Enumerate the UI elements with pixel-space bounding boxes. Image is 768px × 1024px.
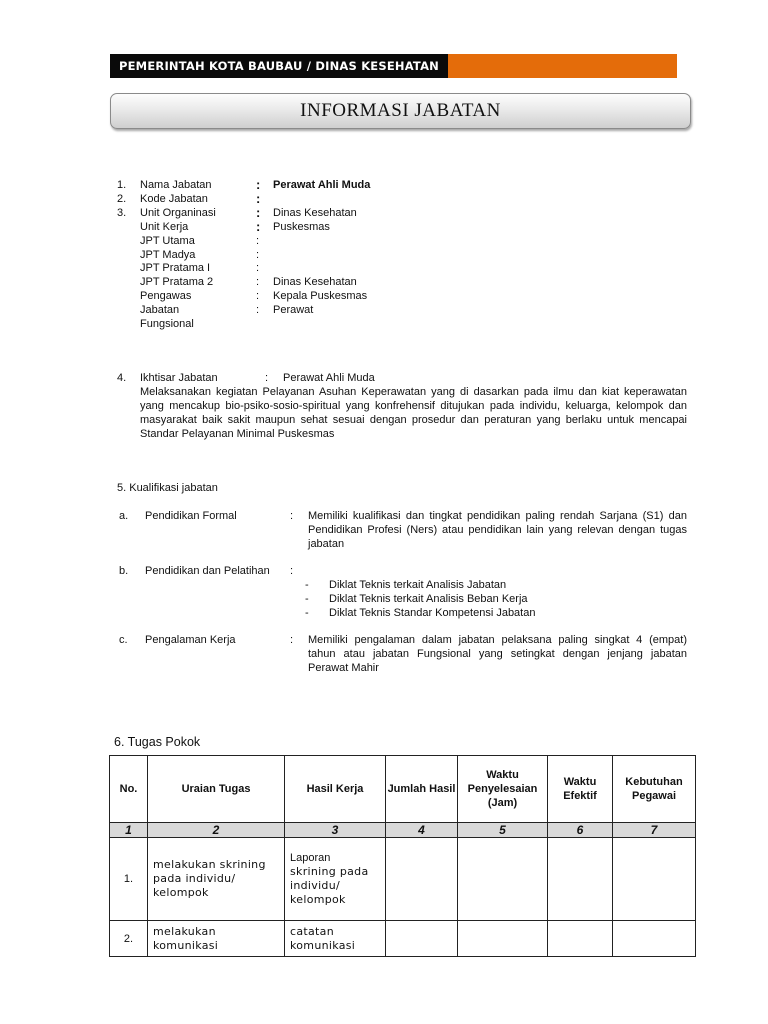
- identity-label: Pengawas: [140, 290, 192, 303]
- column-number: 4: [386, 823, 458, 838]
- identity-label: JPT Pratama I: [140, 262, 211, 275]
- identity-value: Perawat Ahli Muda: [273, 179, 371, 191]
- identity-value: Dinas Kesehatan: [273, 276, 357, 289]
- empty-cell: [386, 838, 458, 921]
- identity-colon: :: [256, 262, 260, 275]
- ikhtisar-value: Perawat Ahli Muda: [283, 372, 375, 384]
- ikhtisar-label: Ikhtisar Jabatan: [140, 372, 218, 384]
- identity-label: JPT Utama: [140, 234, 195, 247]
- column-header: Jumlah Hasil: [386, 756, 458, 823]
- identity-value: Perawat: [273, 304, 314, 317]
- column-header: Hasil Kerja: [285, 756, 386, 823]
- table-header-row: [110, 756, 696, 823]
- identity-label: JPT Pratama 2: [140, 276, 214, 289]
- hasil-cell: [285, 921, 386, 957]
- kualifikasi-a-label: Pendidikan Formal: [145, 510, 237, 522]
- empty-cell: [458, 838, 548, 921]
- identity-colon: :: [256, 204, 261, 220]
- empty-cell: [613, 838, 696, 921]
- identity-colon: :: [256, 218, 261, 234]
- identity-colon: :: [256, 234, 260, 247]
- column-number: 7: [613, 823, 696, 838]
- uraian-text: melakukan komunikasi: [153, 924, 219, 952]
- column-number: 5: [458, 823, 548, 838]
- identity-label: JPT Madya: [140, 248, 196, 261]
- kualifikasi-b-label: Pendidikan dan Pelatihan: [145, 565, 270, 577]
- identity-colon: :: [256, 276, 260, 289]
- uraian-text: melakukan skrining pada individu/ kelompok: [153, 858, 266, 899]
- identity-colon: :: [256, 290, 260, 303]
- identity-number: 1.: [117, 179, 127, 191]
- identity-label: Nama Jabatan: [140, 179, 212, 191]
- column-number: 3: [285, 823, 386, 838]
- kualifikasi-heading: 5. Kualifikasi jabatan: [117, 482, 218, 494]
- empty-cell: [613, 921, 696, 957]
- row-number: 2.: [110, 921, 148, 957]
- kualifikasi-a-text: Memiliki kualifikasi dan tingkat pendidikan paling rendah Sarjana (S1) dan Pendidikan Profesi (Ners) atau pendidikan lain yang relevan dengan tugas jabatan: [308, 510, 687, 550]
- identity-value: Kepala Puskesmas: [273, 290, 368, 303]
- identity-label: Kode Jabatan: [140, 192, 208, 205]
- row-number: 1.: [110, 838, 148, 921]
- header-accent: [448, 54, 677, 78]
- hasil-text: skrining pada individu/ kelompok: [290, 865, 369, 906]
- identity-label: Unit Organinasi: [140, 206, 216, 219]
- bullet-dash: -: [305, 579, 309, 591]
- column-number: 1: [110, 823, 148, 838]
- empty-cell: [386, 921, 458, 957]
- header-bar: [110, 54, 677, 78]
- empty-cell: [458, 921, 548, 957]
- kualifikasi-c-colon: :: [290, 634, 294, 646]
- identity-number: 2.: [117, 192, 127, 205]
- kualifikasi-c-label: Pengalaman Kerja: [145, 634, 236, 646]
- hasil-pre-text: Laporan: [290, 852, 331, 864]
- identity-label: Unit Kerja: [140, 220, 189, 233]
- kualifikasi-b-letter: b.: [119, 565, 129, 577]
- identity-value: Dinas Kesehatan: [273, 206, 357, 219]
- empty-cell: [548, 838, 613, 921]
- identity-label: Jabatan: [140, 304, 180, 317]
- column-header: Waktu Efektif: [548, 756, 613, 823]
- identity-colon: :: [256, 304, 260, 317]
- kualifikasi-a-colon: :: [290, 510, 294, 522]
- table-row: [110, 838, 696, 921]
- ikhtisar-text: Melaksanakan kegiatan Pelayanan Asuhan Keperawatan yang di dasarkan pada ilmu dan kiat keperawatan yang mencakup bio-psiko-sosio-spiritual yang konfrehensif ditujukan pada individu, keluarga, kelompok dan masyarakat baik sakit maupun sehat sesuai dengan prosedur dan peraturan yang berlaku untuk mencapai Standar Pelayanan Minimal Puskesmas: [140, 386, 687, 440]
- header-org: PEMERINTAH KOTA BAUBAU / DINAS KESEHATAN: [110, 54, 448, 78]
- column-number-row: [110, 823, 696, 838]
- bullet-item: Diklat Teknis Standar Kompetensi Jabatan: [329, 607, 536, 619]
- tugas-heading: 6. Tugas Pokok: [114, 735, 201, 749]
- identity-colon: :: [256, 177, 261, 192]
- ikhtisar-number: 4.: [117, 372, 127, 384]
- kualifikasi-c-letter: c.: [119, 634, 128, 646]
- uraian-cell: [148, 921, 285, 957]
- empty-cell: [548, 921, 613, 957]
- column-header: Uraian Tugas: [148, 756, 285, 823]
- identity-colon: :: [256, 190, 261, 206]
- hasil-cell: [285, 838, 386, 921]
- ikhtisar-colon: :: [265, 372, 269, 384]
- column-number: 2: [148, 823, 285, 838]
- hasil-text: catatan komunikasi: [290, 924, 356, 952]
- column-header: No.: [110, 756, 148, 823]
- uraian-cell: [148, 838, 285, 921]
- kualifikasi-a-letter: a.: [119, 510, 129, 522]
- bullet-item: Diklat Teknis terkait Analisis Beban Kerja: [329, 593, 528, 605]
- kualifikasi-b-colon: :: [290, 565, 294, 577]
- identity-label: Fungsional: [140, 318, 194, 330]
- column-number: 6: [548, 823, 613, 838]
- column-header: Kebutuhan Pegawai: [613, 756, 696, 823]
- bullet-item: Diklat Teknis terkait Analisis Jabatan: [329, 579, 507, 591]
- kualifikasi-c-text: Memiliki pengalaman dalam jabatan pelaksana paling singkat 4 (empat) tahun atau jabatan Fungsional yang setingkat dengan jenjang jabatan Perawat Mahir: [308, 634, 687, 674]
- page-title: INFORMASI JABATAN: [110, 93, 691, 129]
- column-header: Waktu Penyelesaian (Jam): [458, 756, 548, 823]
- tugas-table: [109, 755, 696, 957]
- identity-colon: :: [256, 248, 260, 261]
- table-row: [110, 921, 696, 957]
- identity-number: 3.: [117, 206, 127, 219]
- identity-value: Puskesmas: [273, 220, 330, 233]
- bullet-dash: -: [305, 607, 309, 619]
- bullet-dash: -: [305, 593, 309, 605]
